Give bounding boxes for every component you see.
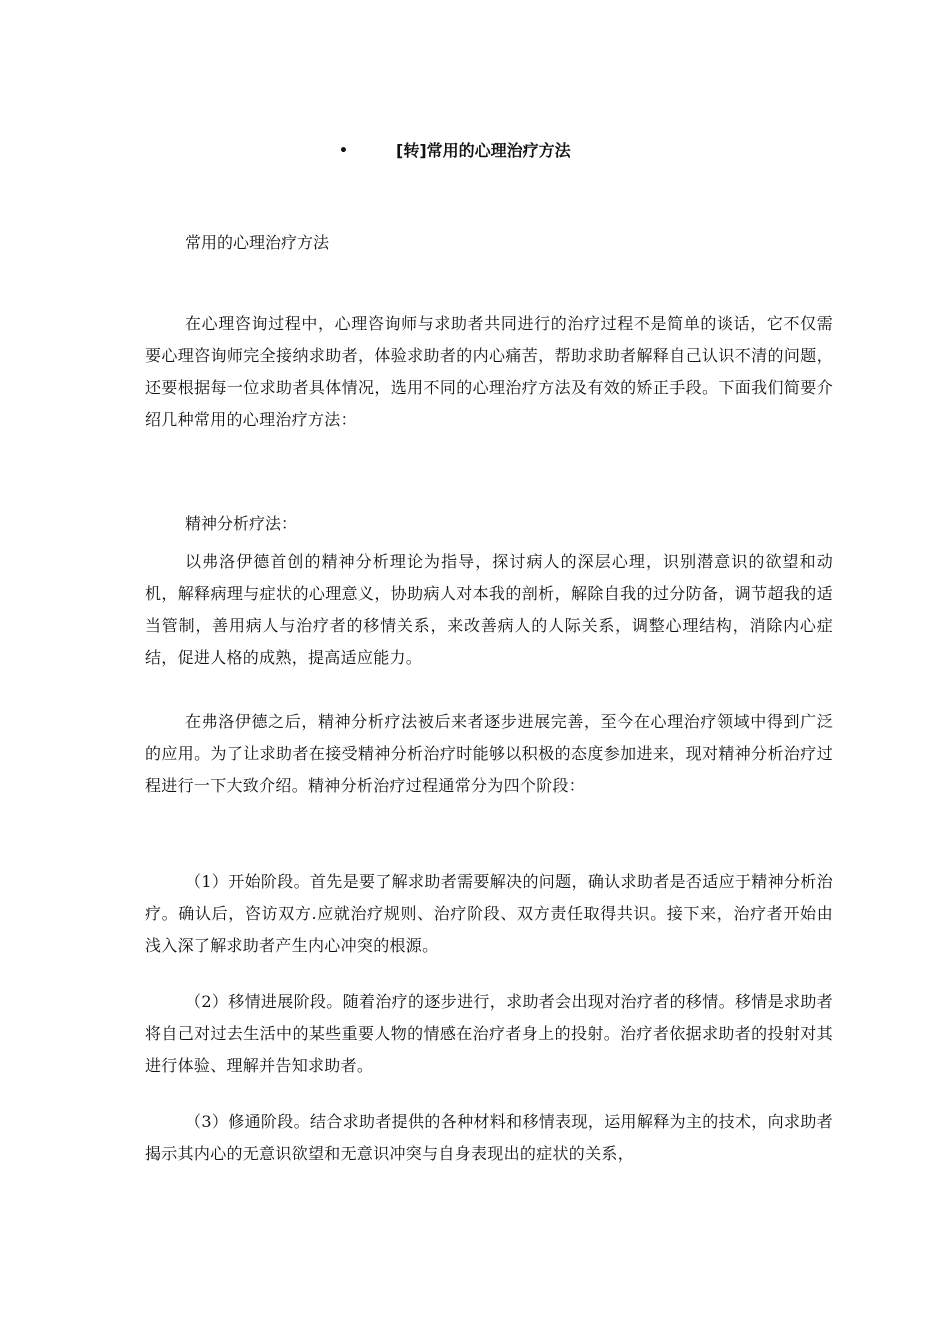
title-text: [转]常用的心理治疗方法	[396, 141, 571, 160]
section-label: 精神分析疗法：	[185, 514, 298, 533]
document-subtitle: 常用的心理治疗方法	[185, 233, 330, 252]
body-paragraph-1: 以弗洛伊德首创的精神分析理论为指导，探讨病人的深层心理，识别潜意识的欲望和动机，解释病理与症状的心理意义，协助病人对本我的剖析，解除自我的过分防备，调节超我的适当管制，善用病人与治疗者的移情关系，来改善病人的人际关系，调整心理结构，消除内心症结，促进人格的成熟，提高适应能力。	[145, 552, 833, 667]
body-paragraph-4: （2）移情进展阶段。随着治疗的逐步进行，求助者会出现对治疗者的移情。移情是求助者将自己对过去生活中的某些重要人物的情感在治疗者身上的投射。治疗者依据求助者的投射对其进行体验、理解并告知求助者。	[145, 992, 833, 1075]
body-paragraph-5: （3）修通阶段。结合求助者提供的各种材料和移情表现，运用解释为主的技术，向求助者揭示其内心的无意识欲望和无意识冲突与自身表现出的症状的关系，	[145, 1112, 833, 1163]
body-paragraph-3: （1）开始阶段。首先是要了解求助者需要解决的问题，确认求助者是否适应于精神分析治疗。确认后，咨访双方.应就治疗规则、治疗阶段、双方责任取得共识。接下来，治疗者开始由浅入深了解求助者产生内心冲突的根源。	[145, 872, 833, 955]
bullet-icon: •	[339, 143, 348, 159]
body-paragraph-2: 在弗洛伊德之后，精神分析疗法被后来者逐步进展完善，至今在心理治疗领域中得到广泛的应用。为了让求助者在接受精神分析治疗时能够以积极的态度参加进来，现对精神分析治疗过程进行一下大致介绍。精神分析治疗过程通常分为四个阶段：	[145, 712, 833, 795]
intro-paragraph: 在心理咨询过程中，心理咨询师与求助者共同进行的治疗过程不是简单的谈话，它不仅需要心理咨询师完全接纳求助者，体验求助者的内心痛苦，帮助求助者解释自己认识不清的问题，还要根据每一位求助者具体情况，选用不同的心理治疗方法及有效的矫正手段。下面我们简要介绍几种常用的心理治疗方法：	[145, 314, 833, 429]
document-title	[0, 138, 950, 164]
